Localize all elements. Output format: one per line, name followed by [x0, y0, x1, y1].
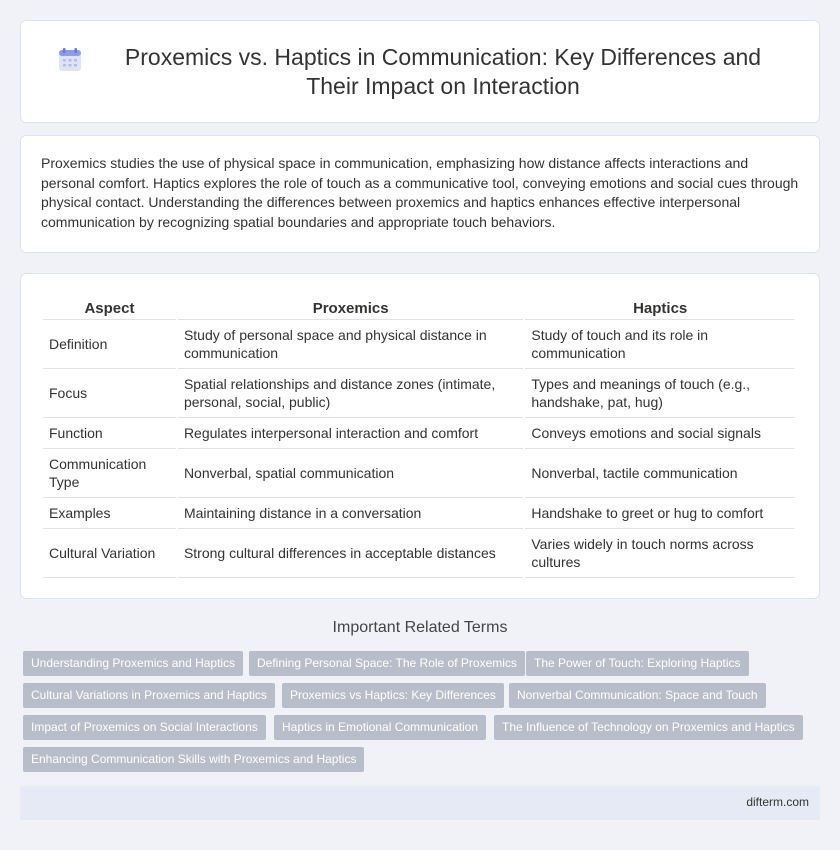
cell-haptics: Study of touch and its role in communication — [525, 320, 795, 369]
header-haptics: Haptics — [525, 294, 795, 320]
table-row — [43, 418, 795, 449]
related-term-link[interactable]: Cultural Variations in Proxemics and Haptics — [23, 683, 275, 708]
related-term-link[interactable]: Impact of Proxemics on Social Interactions — [23, 715, 266, 740]
related-term-link[interactable]: Enhancing Communication Skills with Proxemics and Haptics — [23, 747, 364, 772]
related-term-link[interactable]: Defining Personal Space: The Role of Proxemics — [249, 651, 525, 676]
header-proxemics: Proxemics — [178, 294, 523, 320]
related-term-link[interactable]: The Influence of Technology on Proxemics and Haptics — [494, 715, 803, 740]
cell-aspect: Communication Type — [43, 449, 176, 498]
related-term-link[interactable]: Nonverbal Communication: Space and Touch — [509, 683, 766, 708]
cell-haptics: Conveys emotions and social signals — [525, 418, 795, 449]
page-title: Proxemics vs. Haptics in Communication: Key Differences and Their Impact on Interaction — [124, 43, 762, 99]
related-terms-heading: Important Related Terms — [332, 619, 508, 636]
title-card — [20, 20, 820, 123]
table-header-row — [43, 294, 795, 320]
cell-haptics: Varies widely in touch norms across cultures — [525, 529, 795, 578]
table-row — [43, 320, 795, 369]
cell-aspect: Cultural Variation — [43, 529, 176, 578]
comparison-card — [20, 273, 820, 599]
site-name[interactable]: difterm.com — [746, 795, 809, 809]
footer-bar — [20, 786, 820, 820]
header-aspect: Aspect — [43, 294, 176, 320]
intro-text: Proxemics studies the use of physical space in communication, emphasizing how distance affects interactions and personal comfort. Haptics explores the role of touch as a communicative tool, conveying emotions and social cues through physical contact. Understanding the differences between proxemics and haptics enhances effective interpersonal communication by recognizing spatial boundaries and appropriate touch behaviors. — [41, 155, 799, 230]
table-row — [43, 529, 795, 578]
related-term-link[interactable]: Understanding Proxemics and Haptics — [23, 651, 243, 676]
cell-proxemics: Spatial relationships and distance zones (intimate, personal, social, public) — [178, 369, 523, 418]
cell-proxemics: Nonverbal, spatial communication — [178, 449, 523, 498]
related-term-link[interactable]: Haptics in Emotional Communication — [274, 715, 486, 740]
cell-haptics: Types and meanings of touch (e.g., handshake, pat, hug) — [525, 369, 795, 418]
intro-card — [20, 135, 820, 253]
cell-haptics: Nonverbal, tactile communication — [525, 449, 795, 498]
comparison-table — [41, 294, 797, 578]
cell-proxemics: Study of personal space and physical distance in communication — [178, 320, 523, 369]
cell-proxemics: Regulates interpersonal interaction and comfort — [178, 418, 523, 449]
cell-aspect: Focus — [43, 369, 176, 418]
table-row — [43, 498, 795, 529]
cell-proxemics: Strong cultural differences in acceptable distances — [178, 529, 523, 578]
cell-proxemics: Maintaining distance in a conversation — [178, 498, 523, 529]
cell-aspect: Function — [43, 418, 176, 449]
document-icon — [57, 47, 83, 73]
related-term-link[interactable]: The Power of Touch: Exploring Haptics — [526, 651, 749, 676]
table-row — [43, 449, 795, 498]
table-row — [43, 369, 795, 418]
cell-haptics: Handshake to greet or hug to comfort — [525, 498, 795, 529]
related-term-link[interactable]: Proxemics vs Haptics: Key Differences — [282, 683, 504, 708]
cell-aspect: Definition — [43, 320, 176, 369]
cell-aspect: Examples — [43, 498, 176, 529]
